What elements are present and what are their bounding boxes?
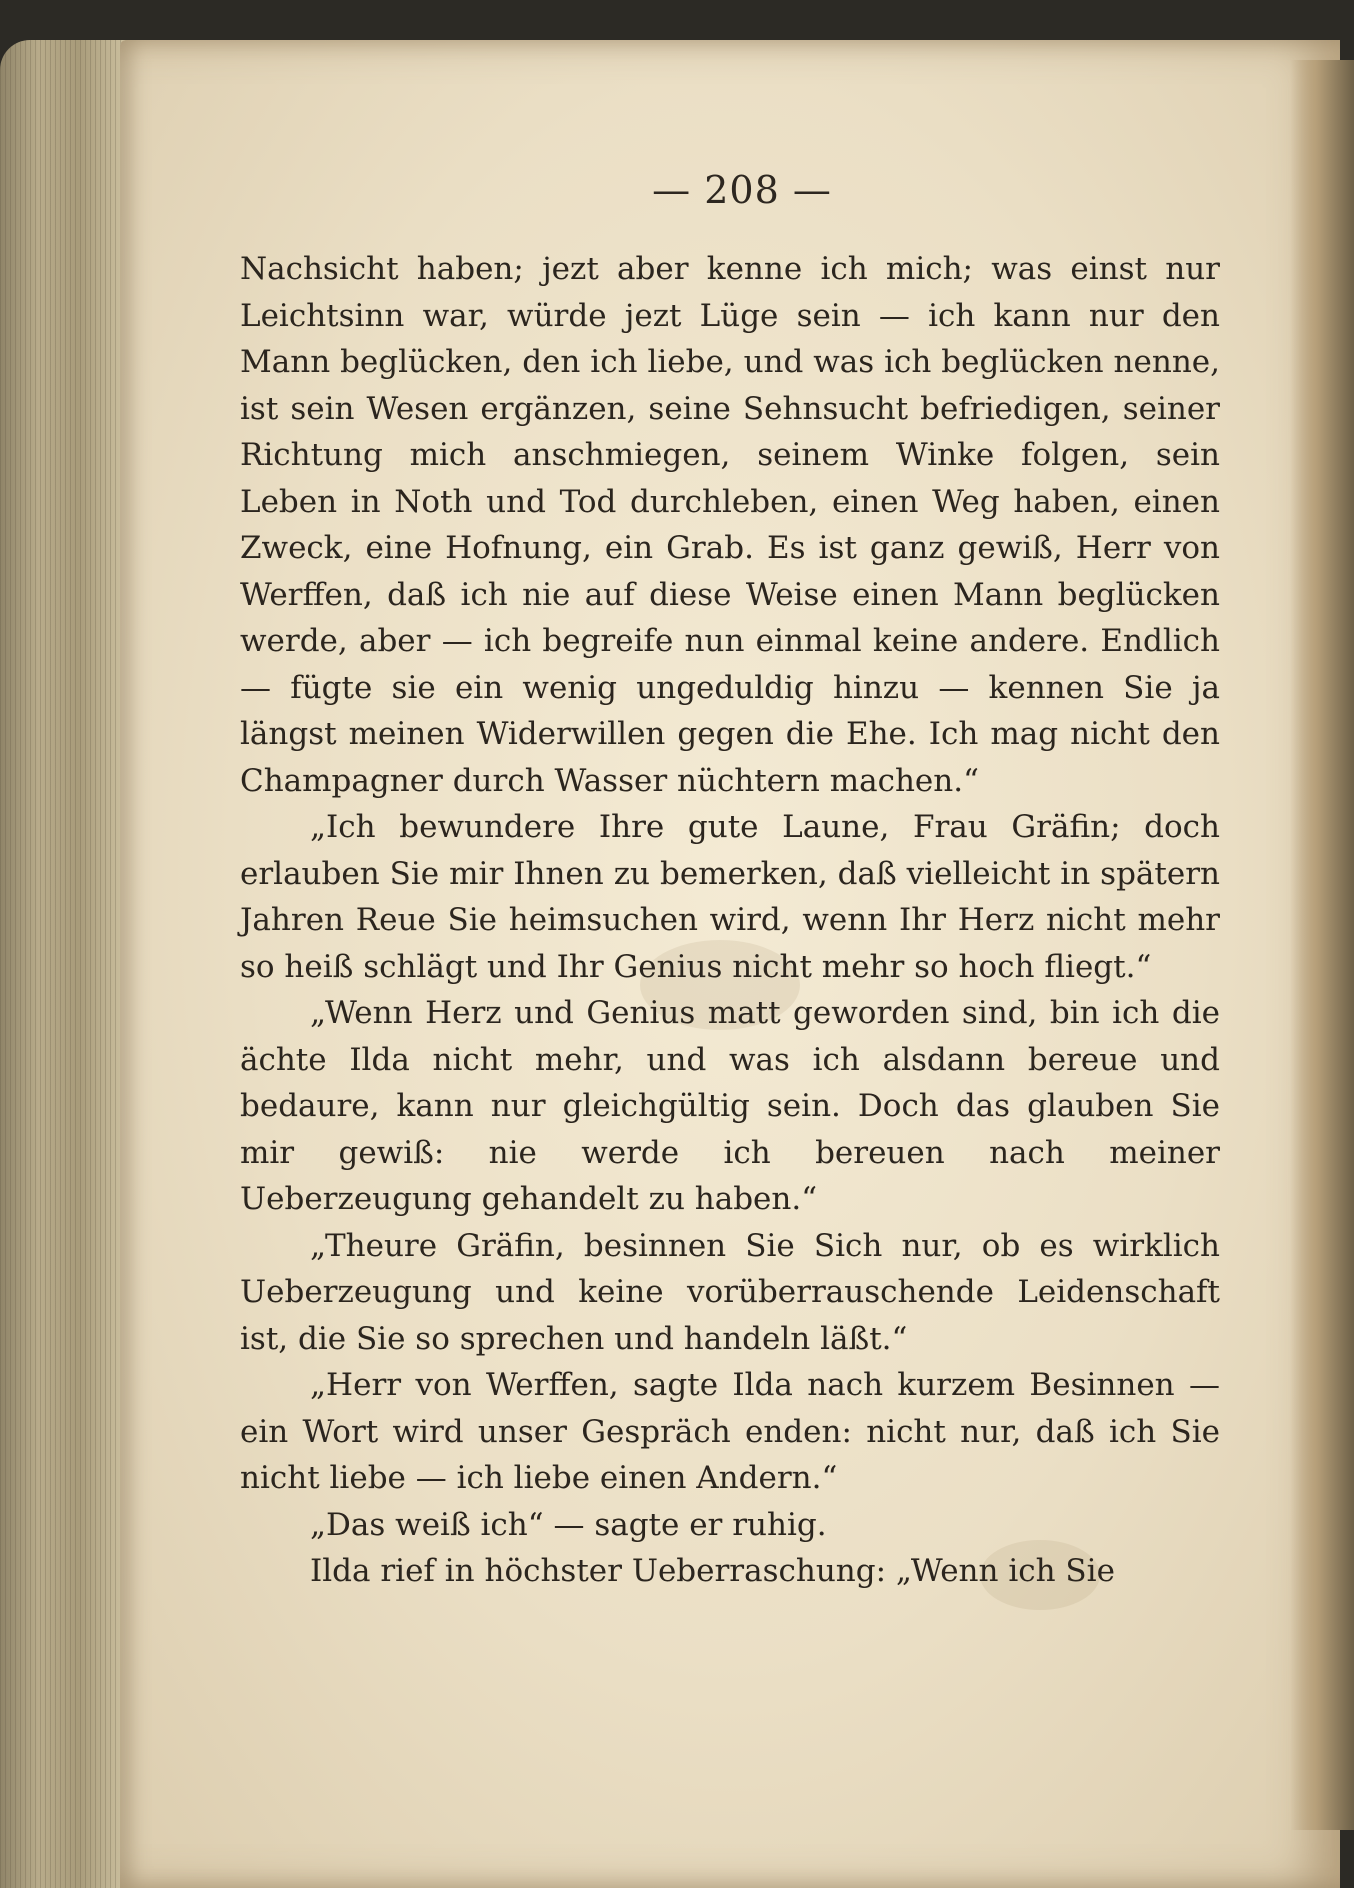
page-edge-lines xyxy=(0,40,130,1888)
binding-gutter xyxy=(1290,60,1354,1830)
paragraph: Nachsicht haben; jezt aber kenne ich mich; was einst nur Leichtsinn war, würde jezt Lüge sein — ich kann nur den Mann beglücken, den ich liebe, und was ich beglücken nenne, ist sein Wesen ergänzen, seine Sehnsucht befriedigen, seiner Richtung mich anschmiegen, seinem Winke folgen, sein Leben in Noth und Tod durchleben, einen Weg haben, einen Zweck, eine Hofnung, ein Grab. Es ist ganz gewiß, Herr von Werffen, daß ich nie auf diese Weise einen Mann beglücken werde, aber — ich begreife nun einmal keine andere. Endlich — fügte sie ein wenig ungeduldig hinzu — kennen Sie ja längst meinen Widerwillen gegen die Ehe. Ich mag nicht den Champagner durch Wasser nüchtern machen.“ xyxy=(240,251,1220,799)
paragraph: „Wenn Herz und Genius matt geworden sind, bin ich die ächte Ilda nicht mehr, und was ich alsdann bereue und bedaure, kann nur gleichgültig sein. Doch das glauben Sie mir gewiß: nie werde ich bereuen nach meiner Ueberzeugung gehandelt zu haben.“ xyxy=(240,995,1220,1217)
paragraph: Ilda rief in höchster Ueberraschung: „Wenn ich Sie xyxy=(310,1553,1115,1589)
page-number: — 208 — xyxy=(652,168,832,212)
paragraph: „Herr von Werffen, sagte Ilda nach kurzem Besinnen — ein Wort wird unser Gespräch enden: nicht nur, daß ich Sie nicht liebe — ich liebe einen Andern.“ xyxy=(240,1367,1220,1496)
paragraph: „Theure Gräfin, besinnen Sie Sich nur, ob es wirklich Ueberzeugung und keine vorüberrauschende Leidenschaft ist, die Sie so sprechen und handeln läßt.“ xyxy=(240,1227,1220,1357)
paragraph: „Das weiß ich“ — sagte er ruhig. xyxy=(310,1506,827,1543)
page-edge-stack xyxy=(0,40,130,1888)
body-text xyxy=(240,246,1220,1595)
paragraph: „Ich bewundere Ihre gute Laune, Frau Gräfin; doch erlauben Sie mir Ihnen zu bemerken, daß vielleicht in spätern Jahren Reue Sie heimsuchen wird, wenn Ihr Herz nicht mehr so heiß schlägt und Ihr Genius nicht mehr so hoch fliegt.“ xyxy=(240,809,1220,985)
